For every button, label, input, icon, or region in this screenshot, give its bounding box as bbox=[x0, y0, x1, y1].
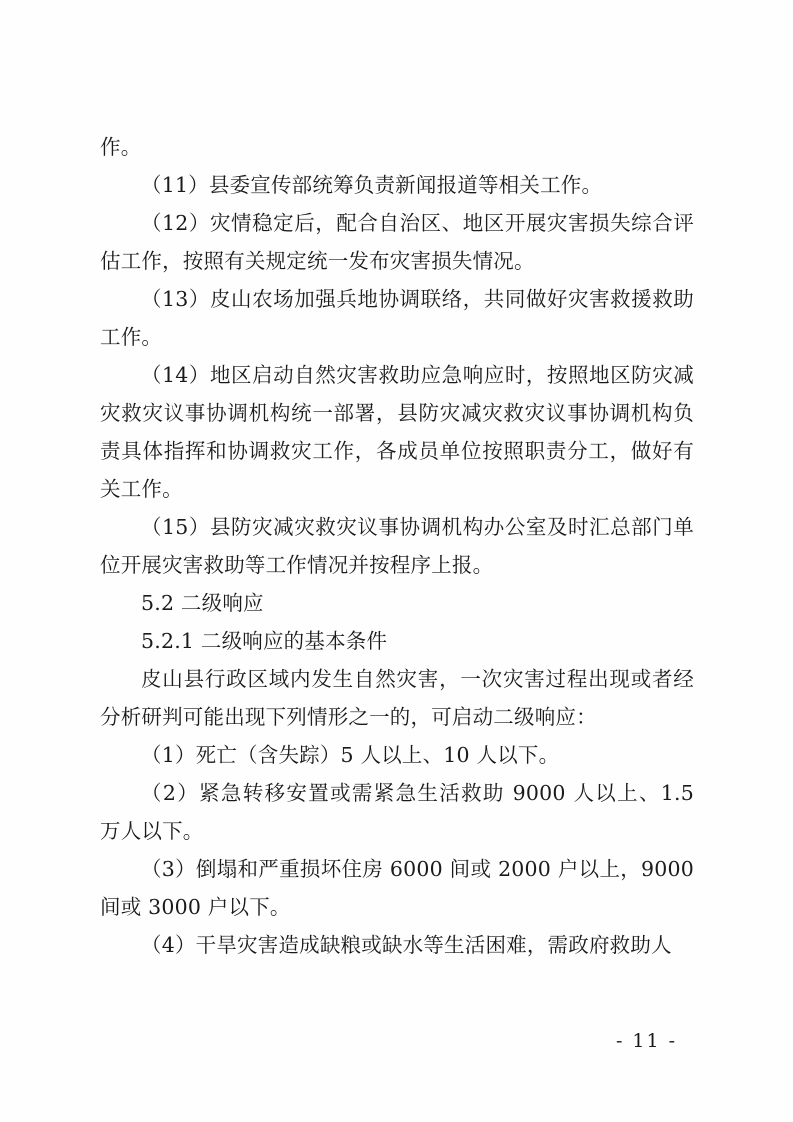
paragraph-item-15: （15）县防灾减灾救灾议事协调机构办公室及时汇总部门单位开展灾害救助等工作情况并按程序上报。 bbox=[100, 515, 694, 577]
page-number: - 11 - bbox=[615, 1030, 678, 1052]
paragraph-item-14: （14）地区启动自然灾害救助应急响应时，按照地区防灾减灾救灾议事协调机构统一部署，县防灾减灾救灾议事协调机构负责具体指挥和协调救灾工作，各成员单位按照职责分工，做好有关工作。 bbox=[100, 363, 694, 501]
paragraph-item-13: （13）皮山农场加强兵地协调联络，共同做好灾害救援救助工作。 bbox=[100, 287, 694, 349]
paragraph-item-12: （12）灾情稳定后，配合自治区、地区开展灾害损失综合评估工作，按照有关规定统一发布灾害损失情况。 bbox=[100, 211, 694, 273]
paragraph-condition-4: （4）干旱灾害造成缺粮或缺水等生活困难，需政府救助人 bbox=[141, 933, 672, 957]
paragraph-condition-2: （2）紧急转移安置或需紧急生活救助 9000 人以上、1.5 万人以下。 bbox=[100, 781, 701, 843]
page-number-footer bbox=[0, 1030, 793, 1052]
paragraph-condition-3: （3）倒塌和严重损坏住房 6000 间或 2000 户以上，9000 间或 3000 户以下。 bbox=[100, 857, 701, 919]
page-body bbox=[100, 128, 701, 964]
section-heading-5-2-1: 5.2.1 二级响应的基本条件 bbox=[141, 629, 388, 653]
paragraph-continuation: 作。 bbox=[100, 135, 142, 159]
paragraph-condition-intro: 皮山县行政区域内发生自然灾害，一次灾害过程出现或者经分析研判可能出现下列情形之一的，可启动二级响应： bbox=[100, 667, 694, 729]
paragraph-condition-1: （1）死亡（含失踪）5 人以上、10 人以下。 bbox=[141, 743, 560, 767]
paragraph-item-11: （11）县委宣传部统筹负责新闻报道等相关工作。 bbox=[141, 173, 603, 197]
section-heading-5-2: 5.2 二级响应 bbox=[141, 591, 264, 615]
